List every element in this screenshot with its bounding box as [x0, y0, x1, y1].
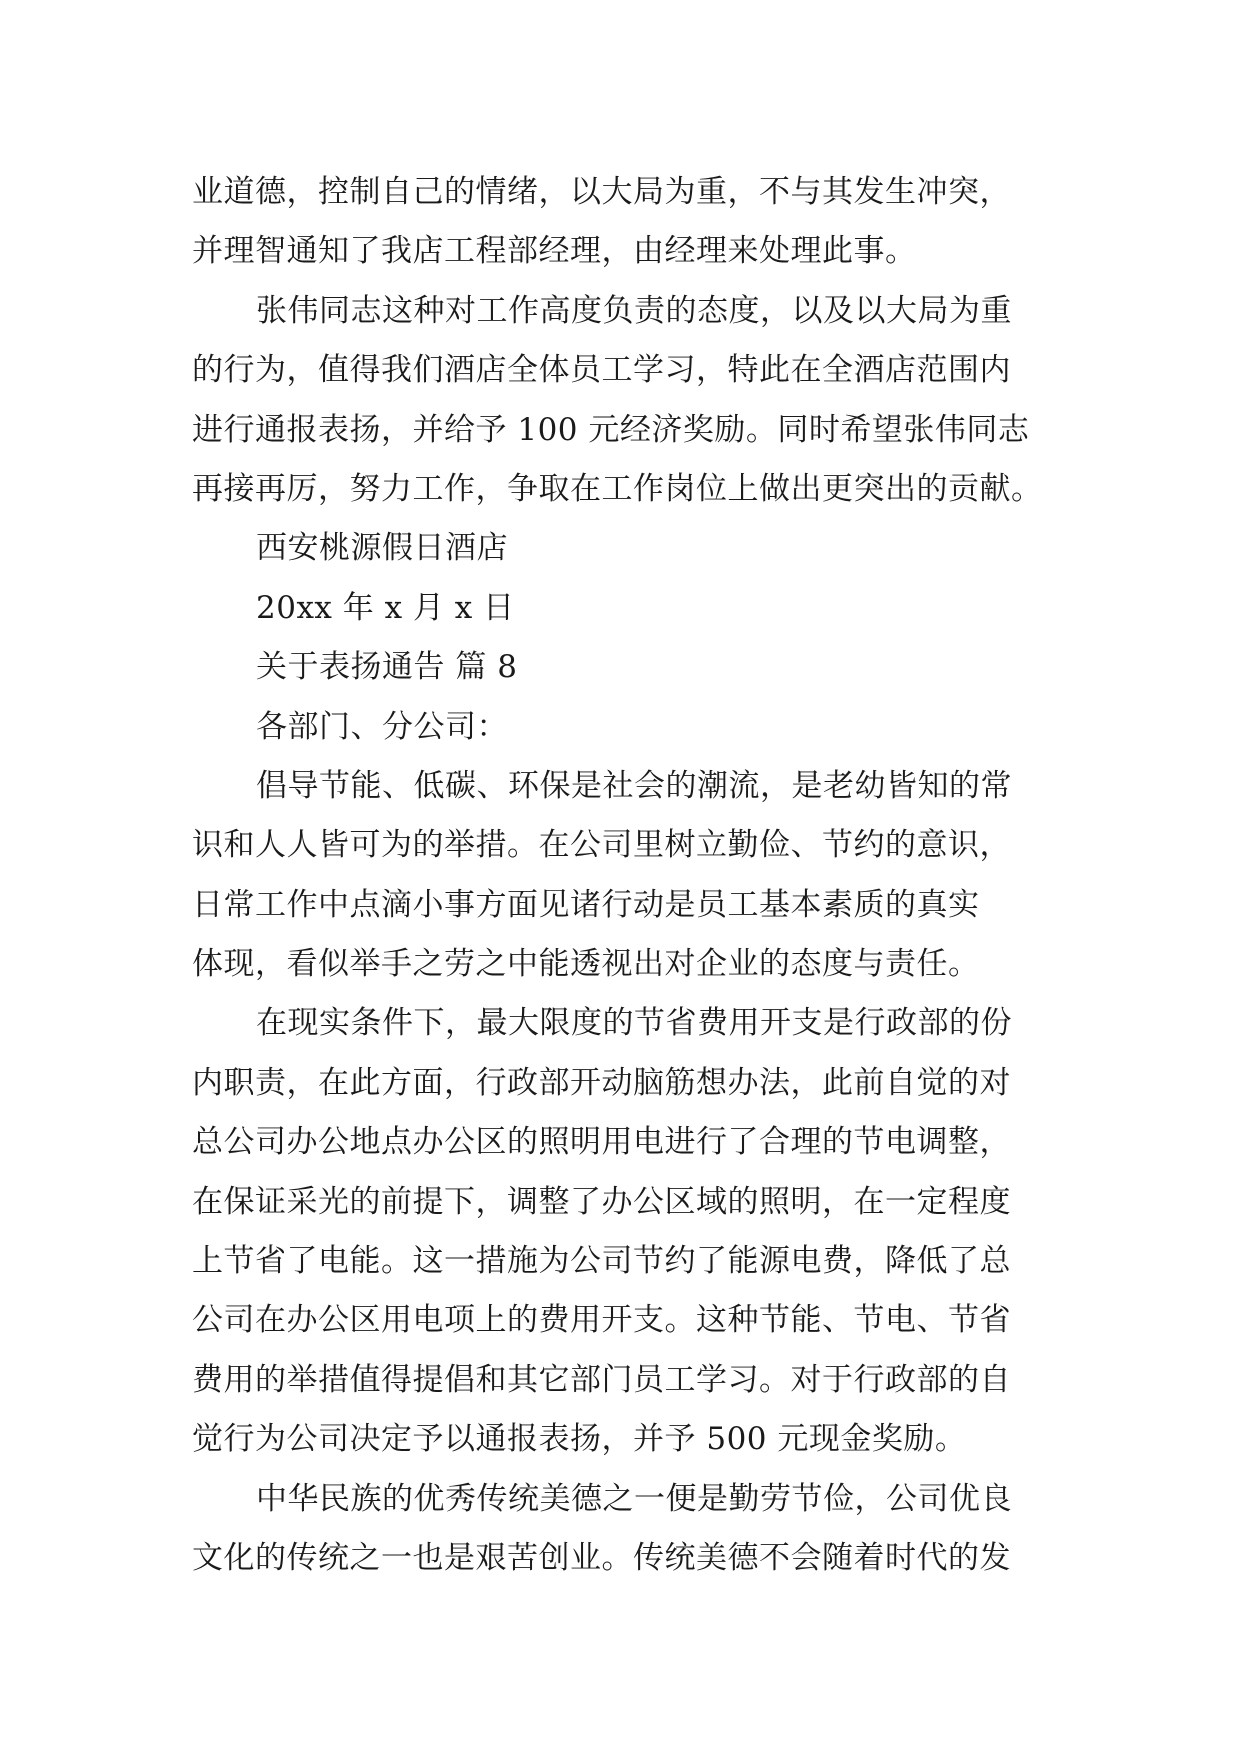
text-line: 再接再厉，努力工作，争取在工作岗位上做出更突出的贡献。	[192, 470, 1043, 507]
text-line: 体现，看似举手之劳之中能透视出对企业的态度与责任。	[192, 946, 980, 983]
document-page	[192, 163, 1062, 1588]
section-heading: 关于表扬通告 篇 8	[256, 649, 518, 686]
text-line: 费用的举措值得提倡和其它部门员工学习。对于行政部的自	[192, 1361, 1011, 1398]
text-line: 公司在办公区用电项上的费用开支。这种节能、节电、节省	[192, 1302, 1011, 1339]
text-line: 并理智通知了我店工程部经理，由经理来处理此事。	[192, 233, 917, 270]
text-line: 在保证采光的前提下，调整了办公区域的照明，在一定程度	[192, 1183, 1011, 1220]
text-line: 张伟同志这种对工作高度负责的态度，以及以大局为重	[256, 292, 1012, 329]
signature-organization: 西安桃源假日酒店	[256, 530, 508, 567]
text-line: 文化的传统之一也是艰苦创业。传统美德不会随着时代的发	[192, 1539, 1011, 1576]
text-line: 识和人人皆可为的举措。在公司里树立勤俭、节约的意识，	[192, 827, 1011, 864]
text-line: 倡导节能、低碳、环保是社会的潮流，是老幼皆知的常	[256, 767, 1012, 804]
text-line: 觉行为公司决定予以通报表扬，并予 500 元现金奖励。	[192, 1421, 967, 1458]
text-line: 的行为，值得我们酒店全体员工学习，特此在全酒店范围内	[192, 352, 1011, 389]
text-line: 业道德，控制自己的情绪，以大局为重，不与其发生冲突，	[192, 174, 1011, 210]
text-line: 上节省了电能。这一措施为公司节约了能源电费，降低了总	[192, 1243, 1011, 1280]
text-line: 中华民族的优秀传统美德之一便是勤劳节俭，公司优良	[256, 1480, 1012, 1517]
salutation: 各部门、分公司：	[256, 708, 508, 745]
text-line: 进行通报表扬，并给予 100 元经济奖励。同时希望张伟同志	[192, 411, 1030, 448]
signature-date: 20xx 年 x 月 x 日	[256, 589, 515, 626]
text-line: 总公司办公地点办公区的照明用电进行了合理的节电调整，	[192, 1124, 1011, 1161]
text-line: 日常工作中点滴小事方面见诸行动是员工基本素质的真实	[192, 886, 980, 923]
text-line: 在现实条件下，最大限度的节省费用开支是行政部的份	[256, 1005, 1012, 1042]
text-line: 内职责，在此方面，行政部开动脑筋想办法，此前自觉的对	[192, 1064, 1011, 1101]
